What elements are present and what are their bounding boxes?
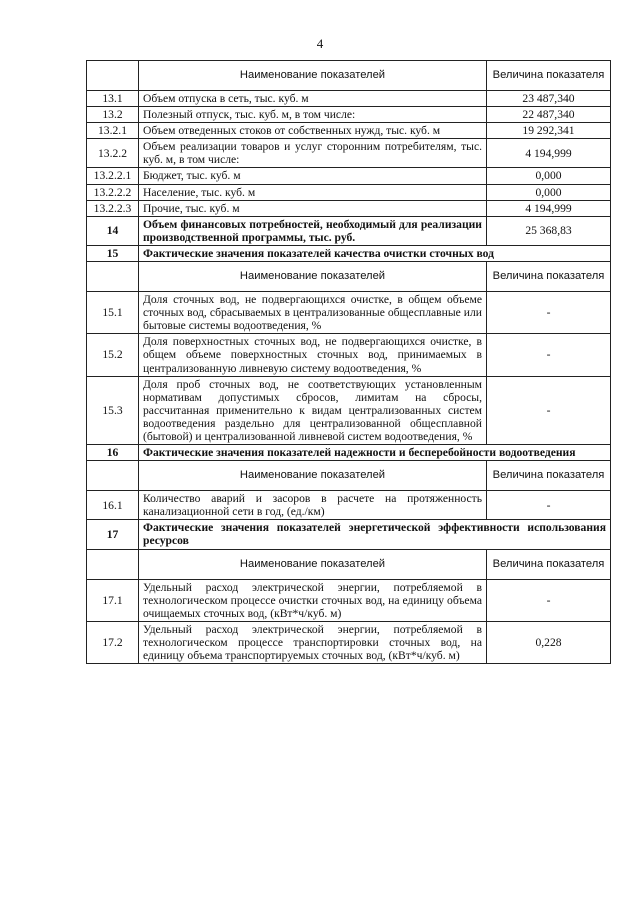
row-number: 13.2.1 xyxy=(87,123,139,139)
row-number: 15.2 xyxy=(87,334,139,376)
section-number: 15 xyxy=(87,245,139,261)
table-row xyxy=(87,168,611,184)
table-row xyxy=(87,123,611,139)
row-value: 23 487,340 xyxy=(487,91,611,107)
table-header-row xyxy=(87,61,611,91)
row-value: - xyxy=(487,334,611,376)
row-number: 13.2.2 xyxy=(87,139,139,168)
row-number: 17.2 xyxy=(87,621,139,663)
section-16-row xyxy=(87,445,611,461)
section-14-row xyxy=(87,216,611,245)
row-value: 0,000 xyxy=(487,168,611,184)
table-row xyxy=(87,579,611,621)
row-value: 19 292,341 xyxy=(487,123,611,139)
row-number: 15.3 xyxy=(87,376,139,444)
header-value-cell: Величина показателя xyxy=(487,262,611,292)
section-title: Фактические значения показателей качества очистки сточных вод xyxy=(139,245,611,261)
row-name: Объем реализации товаров и услуг сторонним потребителям, тыс. куб. м, в том числе: xyxy=(139,139,487,168)
section-title: Фактические значения показателей надежности и бесперебойности водоотведения xyxy=(139,445,611,461)
row-name: Удельный расход электрической энергии, потребляемой в технологическом процессе транспортировки сточных вод, на единицу объема транспортируемых сточных вод, (кВт*ч/куб. м) xyxy=(139,621,487,663)
table-row xyxy=(87,107,611,123)
row-number: 13.2 xyxy=(87,107,139,123)
section-value: 25 368,83 xyxy=(487,216,611,245)
row-value: - xyxy=(487,491,611,520)
header-value-cell: Величина показателя xyxy=(487,61,611,91)
row-number: 16.1 xyxy=(87,491,139,520)
table-row xyxy=(87,621,611,663)
section-number: 17 xyxy=(87,520,139,549)
table-row xyxy=(87,91,611,107)
section-15-row xyxy=(87,245,611,261)
row-number: 13.1 xyxy=(87,91,139,107)
header-value-cell: Величина показателя xyxy=(487,549,611,579)
header-name-cell: Наименование показателей xyxy=(139,461,487,491)
row-value: 0,000 xyxy=(487,184,611,200)
header-empty-cell xyxy=(87,549,139,579)
row-value: 0,228 xyxy=(487,621,611,663)
row-number: 13.2.2.3 xyxy=(87,200,139,216)
indicators-table xyxy=(86,60,611,664)
row-value: - xyxy=(487,376,611,444)
row-value: 22 487,340 xyxy=(487,107,611,123)
row-number: 17.1 xyxy=(87,579,139,621)
table-row xyxy=(87,184,611,200)
row-name: Доля проб сточных вод, не соответствующих установленным нормативам допустимых сбросов, лимитам на сбросы, рассчитанная применительно к видам централизованных систем водоотведения раздельно для централизованной общесплавной (бытовой) и централизованной ливневой систем водоотведения, % xyxy=(139,376,487,444)
section-17-row xyxy=(87,520,611,549)
row-number: 15.1 xyxy=(87,292,139,334)
row-name: Удельный расход электрической энергии, потребляемой в технологическом процессе очистки сточных вод, на единицу объема очищаемых сточных вод, (кВт*ч/куб. м) xyxy=(139,579,487,621)
table-row xyxy=(87,292,611,334)
row-name: Объем отведенных стоков от собственных нужд, тыс. куб. м xyxy=(139,123,487,139)
header-value-cell: Величина показателя xyxy=(487,461,611,491)
table-row xyxy=(87,139,611,168)
row-value: - xyxy=(487,579,611,621)
row-name: Прочие, тыс. куб. м xyxy=(139,200,487,216)
section-title: Объем финансовых потребностей, необходимый для реализации производственной программы, тыс. руб. xyxy=(139,216,487,245)
header-name-cell: Наименование показателей xyxy=(139,549,487,579)
row-name: Доля сточных вод, не подвергающихся очистке, в общем объеме сточных вод, сбрасываемых в централизованные общесплавные или бытовые системы водоотведения, % xyxy=(139,292,487,334)
section-number: 14 xyxy=(87,216,139,245)
table-row xyxy=(87,376,611,444)
row-name: Бюджет, тыс. куб. м xyxy=(139,168,487,184)
header-empty-cell xyxy=(87,61,139,91)
table-row xyxy=(87,491,611,520)
row-value: 4 194,999 xyxy=(487,139,611,168)
row-number: 13.2.2.1 xyxy=(87,168,139,184)
row-number: 13.2.2.2 xyxy=(87,184,139,200)
table-row xyxy=(87,200,611,216)
row-name: Доля поверхностных сточных вод, не подвергающихся очистке, в общем объеме поверхностных сточных вод, принимаемых в централизованную ливневую систему водоотведения, % xyxy=(139,334,487,376)
subheader-row xyxy=(87,461,611,491)
row-value: 4 194,999 xyxy=(487,200,611,216)
table-row xyxy=(87,334,611,376)
subheader-row xyxy=(87,262,611,292)
section-number: 16 xyxy=(87,445,139,461)
row-name: Объем отпуска в сеть, тыс. куб. м xyxy=(139,91,487,107)
row-name: Полезный отпуск, тыс. куб. м, в том числе: xyxy=(139,107,487,123)
header-empty-cell xyxy=(87,262,139,292)
row-name: Население, тыс. куб. м xyxy=(139,184,487,200)
page-number: 4 xyxy=(316,36,324,51)
header-name-cell: Наименование показателей xyxy=(139,61,487,91)
row-value: - xyxy=(487,292,611,334)
header-empty-cell xyxy=(87,461,139,491)
section-title: Фактические значения показателей энергетической эффективности использования ресурсов xyxy=(139,520,611,549)
subheader-row xyxy=(87,549,611,579)
header-name-cell: Наименование показателей xyxy=(139,262,487,292)
row-name: Количество аварий и засоров в расчете на протяженность канализационной сети в год, (ед./км) xyxy=(139,491,487,520)
